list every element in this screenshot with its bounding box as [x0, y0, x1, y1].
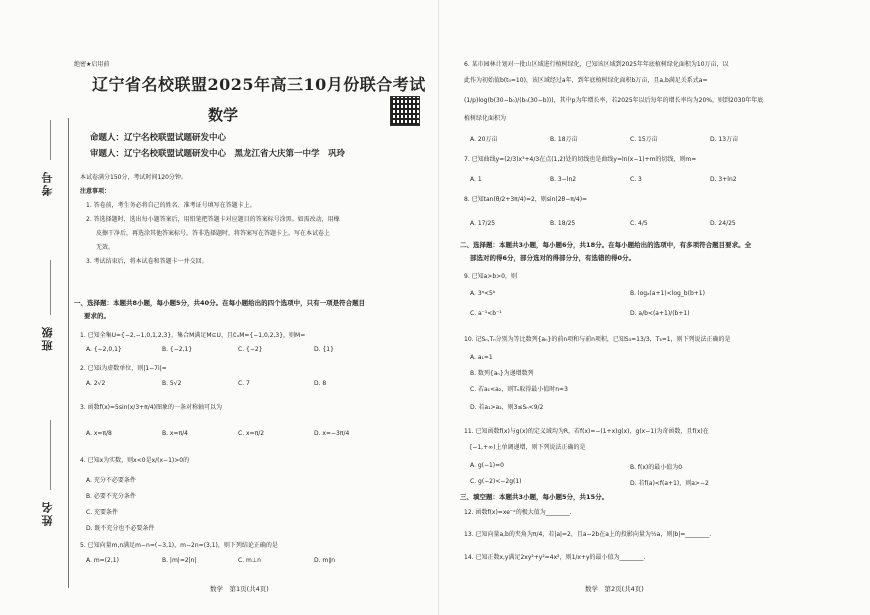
option: A. 1: [470, 176, 482, 183]
option: C. 4/5: [630, 220, 648, 227]
option: B. 5√2: [162, 380, 182, 387]
question-9-stem: 9. 已知a>b>0，则: [464, 273, 517, 280]
question-1-stem: 1. 已知全集U={−2,−1,0,1,2,3}，集合M满足M⊆U，且∁ᵤM={−1,0,2,3}，则M=: [80, 332, 306, 339]
option: C. {−2}: [238, 346, 263, 353]
option: B. {−2,1}: [162, 346, 193, 353]
option: B. x=π/4: [162, 430, 188, 437]
option: B. f(x)的最小值为0: [630, 464, 683, 471]
section-1-heading: 一、选择题：本题共8小题，每小题5分，共40分。在每小题给出的四个选项中，只有一项是符合题目: [74, 299, 366, 307]
option: C. 7: [238, 380, 250, 387]
section-2-heading: 二、选择题：本题共3小题，每小题6分，共18分。在每小题给出的选项中，有多项符合题目要求。全: [460, 241, 752, 249]
question-4-option-b: B. 必要不充分条件: [86, 493, 136, 500]
option: C. g(−2)<−2g(1): [470, 478, 522, 485]
question-5-stem: 5. 已知向量m,n满足m−n=(−3,1)，m−2n=(3,1)，则下列结论正确的是: [80, 542, 278, 549]
question-10-option-b: B. 数列{aₙ}为递增数列: [470, 370, 534, 377]
question-10-option-c: C. 若a₁<a₂，则Tₙ取得最小值时n=3: [470, 386, 568, 393]
note-line: 3. 考试结束后，将本试卷和答题卡一并交回。: [86, 258, 208, 265]
option: C. x=π/2: [238, 430, 265, 437]
option: C. a⁻¹<b⁻¹: [470, 310, 502, 317]
question-6-line: 6. 某市园林计划对一批山区域进行植树绿化，已知该区域到2025年年底植树绿化面积为10万亩，以: [464, 61, 729, 68]
option: A. 20万亩: [470, 136, 498, 143]
option: C. 15万亩: [630, 136, 658, 143]
option: A. 17/25: [470, 220, 496, 227]
option: B. 3−ln2: [550, 176, 577, 183]
question-4-option-a: A. 充分不必要条件: [86, 477, 136, 484]
page-footer-left: 数学 第1页(共4页): [210, 585, 269, 593]
option: D. 8: [314, 380, 327, 387]
note-line: 皮擦干净后，再选涂其他答案标号。答非选择题时，将答案写在答题卡上。写在本试卷上: [96, 230, 331, 237]
question-13: 13. 已知向量a,b的夹角为π/4，若|a|=2，且a−2b在a上的投影向量为½a，则|b|=________.: [464, 531, 712, 538]
exam-number-label: 考号: [41, 170, 54, 196]
question-10-option-a: A. a₁=1: [470, 354, 493, 361]
section-2-heading-cont: 部选对的得6分，部分选对的得部分分，有选错的得0分。: [470, 254, 636, 262]
question-6-line: 植树绿化面积为: [464, 115, 507, 122]
name-label: 姓名: [41, 500, 54, 526]
class-label: 班级: [41, 325, 54, 351]
option: D. 13万亩: [710, 136, 739, 143]
option: D. 24/25: [710, 220, 736, 227]
question-11-stem: 11. 已知函数f(x)与g(x)的定义域均为R，若f(x)=−(1+x)g(x)，g(x−1)为奇函数，且f(x)在: [464, 428, 709, 435]
question-4-option-c: C. 充要条件: [86, 509, 119, 516]
option: A. {−2,0,1}: [86, 346, 122, 353]
reviewer-line: 审题人：辽宁名校联盟试题研发中心 黑龙江省大庆第一中学 巩玲: [90, 149, 346, 159]
option: D. 若f(a)<f(a+1)，则a>−2: [630, 480, 709, 487]
exam-number-line: [50, 120, 51, 160]
name-line: [50, 420, 51, 490]
question-6-line: 此作为初始值b(t₀=10)，该区域经过a年，到年底植树绿化面积b万亩，且a,b满足关系式a=: [464, 77, 708, 84]
exam-info: 本试卷满分150分，考试时间120分钟。: [80, 174, 187, 181]
page-footer-right: 数学 第2页(共4页): [585, 585, 644, 593]
option: B. 18万亩: [550, 136, 578, 143]
option: A. 2√2: [86, 380, 106, 387]
option: A. 3ᵃ<5ᵇ: [470, 290, 496, 297]
section-1-heading-cont: 要求的。: [84, 312, 110, 320]
binding-line: [68, 118, 69, 588]
option: A. x=π/8: [86, 430, 112, 437]
option: D. x=−3π/4: [314, 430, 350, 437]
section-3-heading: 三、填空题：本题共3小题，每小题5分，共15分。: [460, 493, 609, 501]
option: D. {1}: [314, 346, 334, 353]
question-3-stem: 3. 函数f(x)=5sin(x/3+π/4)图象的一条对称轴可以为: [80, 404, 222, 411]
question-11-stem-cont: [−1,+∞)上单调递增，则下列说法正确的是: [470, 444, 586, 451]
question-6-line: (1/p)log(b(30−b₀)/(b₀(30−b)))，其中p为年增长率，若2025年以后每年的增长率均为20%，则到2030年年底: [464, 97, 764, 104]
option: B. |m|=2|n|: [162, 557, 197, 564]
option: C. 3: [630, 176, 642, 183]
note-line: 无效。: [96, 244, 115, 251]
note-line: 1. 答卷前，考生务必将自己的姓名、准考证号填写在答题卡上。: [86, 202, 256, 209]
exam-title: 辽宁省名校联盟2025年高三10月份联合考试: [92, 75, 426, 94]
question-4-stem: 4. 已知x为实数，则x<0是x/(x−1)>0的: [80, 457, 190, 464]
option: D. a/b<(a+1)/(b+1): [630, 310, 690, 317]
question-10-stem: 10. 记Sₙ,Tₙ分别为等比数列{aₙ}的前n项和与前n项积，已知S₃=13/3，T₃=1，则下列说法正确的是: [464, 336, 731, 343]
qr-code-icon: [390, 96, 420, 126]
question-4-option-d: D. 既不充分也不必要条件: [86, 525, 155, 532]
confidential-mark: 绝密★启用前: [74, 61, 110, 68]
option: C. m⊥n: [238, 557, 261, 564]
subject-title: 数学: [208, 106, 239, 124]
notes-title: 注意事项：: [80, 188, 111, 195]
question-2-stem: 2. 已知i为虚数单位，则|1−7i|=: [80, 365, 167, 372]
question-8-stem: 8. 已知tan(θ/2+3π/4)=2，则sin(2θ−π/4)=: [464, 196, 588, 203]
option: D. 3+ln2: [710, 176, 737, 183]
option: A. m=(2,1): [86, 557, 119, 564]
option: A. g(−1)=0: [470, 462, 504, 469]
option: D. m∥n: [314, 557, 336, 564]
question-7-stem: 7. 已知曲线y=(2/3)x³+4/3在点(1,2)处的切线也是曲线y=ln(x−1)+m的切线，则m=: [464, 156, 697, 163]
class-line: [50, 260, 51, 315]
note-line: 2. 答选择题时，选出每小题答案后，用铅笔把答题卡对应题目的答案标号涂黑。如需改动，用橡: [86, 216, 340, 223]
author-line: 命题人：辽宁名校联盟试题研发中心: [90, 133, 227, 143]
question-14: 14. 已知正数x,y满足2xy²+y²=4x²，则1/x+y的最小值为________.: [464, 554, 646, 561]
question-12: 12. 函数f(x)=xe⁻ˣ的极大值为________.: [464, 509, 572, 516]
exam-page-2: [440, 0, 870, 615]
option: B. 18/25: [550, 220, 576, 227]
option: B. logₐ(a+1)<log_b(b+1): [630, 290, 705, 297]
question-10-option-d: D. 若a₁>a₂，则3≤Sₙ<9/2: [470, 404, 544, 411]
